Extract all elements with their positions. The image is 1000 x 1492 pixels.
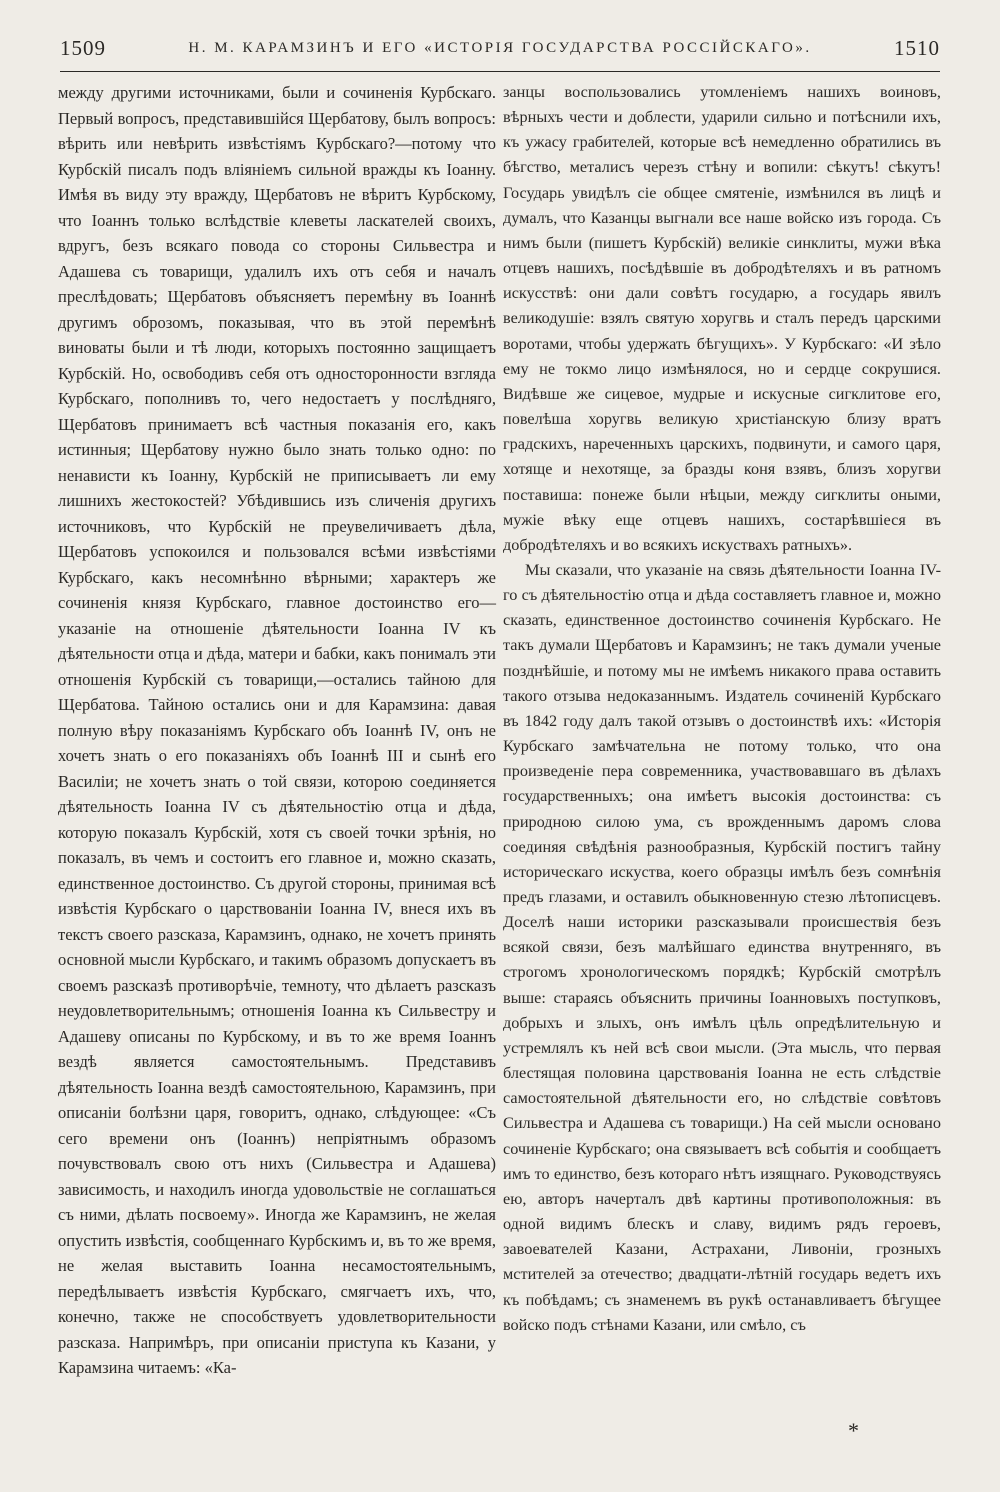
- page-header: [60, 36, 940, 66]
- right-column-paragraph: Мы сказали, что указаніе на связь дѣятельности Іоанна IV-го съ дѣятельностію отца и дѣда составляетъ главное и, можно сказать, единственное достоинство сочиненія Курбскаго. Не такъ думали Щербатовъ и Карамзинъ; не такъ думали ученые позднѣйшіе, и потому мы не имѣемъ никакого права оставить такого отзыва недоказаннымъ. Издатель сочиненій Курбскаго въ 1842 году далъ такой отзывъ о достоинствѣ ихъ: «Исторія Курбскаго замѣчательна не потому только, что она произведеніе пера современника, участвовавшаго въ дѣлахъ государственныхъ; она имѣетъ высокія достоинства: съ природною силою ума, съ врожденнымъ даромъ слова соединяя свѣдѣнія разнообразныя, Курбскій постигъ тайну историческаго искуства, коего образцы имѣлъ безъ сомнѣнія предъ глазами, и оставилъ обыкновенную стезю лѣтописцевъ. Доселѣ наши историки разсказывали происшествія безъ всякой связи, безъ малѣйшаго единства внутренняго, въ строгомъ хронологическомъ порядкѣ; Курбскій смотрѣлъ выше: стараясь объяснить причины Іоанновыхъ поступковъ, добрыхъ и злыхъ, онъ имѣлъ цѣль опредѣлительную и устремлялъ къ ней всѣ свои мысли. (Эта мысль, что первая блестящая половина царствованія Іоанна не есть слѣдствіе самостоятельной дѣятельности его, но слѣдствіе совѣтовъ Сильвестра и Адашева съ товарищи.) На сей мысли основано сочиненіе Курбскаго; она связываетъ всѣ событія и сообщаетъ имъ то единство, безъ котораго нѣтъ изящнаго. Руководствуясь ею, авторъ начерталъ двѣ картины противоположныя: въ одной видимъ блескъ и славу, видимъ рядъ героевъ, завоевателей Казани, Астрахани, Ливоніи, грозныхъ мстителей за отечество; двадцати-лѣтній государь ведетъ ихъ къ побѣдамъ; съ знаменемъ въ рукѣ останавливаетъ бѣгущее войско подъ стѣнами Казани, или смѣло, съ: [503, 560, 941, 1334]
- page-number-left: 1509: [60, 36, 106, 60]
- header-rule: [60, 71, 940, 72]
- left-column: [58, 80, 496, 1381]
- page-number-right: 1510: [894, 36, 940, 60]
- signature-mark: *: [848, 1418, 859, 1443]
- left-column-paragraph: между другими источниками, были и сочиненія Курбскаго. Первый вопросъ, представившійся Щербатову, былъ вопросъ: вѣрить или невѣрить извѣстіямъ Курбскаго?—потому что Курбскій писалъ подъ вліяніемъ сильной вражды къ Іоанну. Имѣя въ виду эту вражду, Щербатовъ не вѣритъ Курбскому, что Іоаннъ только вслѣдствіе клеветы ласкателей своихъ, вдругъ, безъ всякаго повода со стороны Сильвестра и Адашева съ товарищи, удалилъ ихъ отъ себя и началъ преслѣдовать; Щербатовъ объясняетъ перемѣну въ Іоаннѣ другимъ оброзомъ, показывая, что въ этой перемѣнѣ виноваты были и тѣ люди, которыхъ постоянно защищаетъ Курбскій. Но, освободивъ себя отъ односторонности взгляда Курбскаго, пополнивъ то, чего недостаетъ у послѣдняго, Щербатовъ принимаетъ всѣ частныя показанія его, какъ истинныя; Щербатову нужно было знать только одно: по ненависти къ Іоанну, Курбскій не приписываетъ ли ему лишнихъ жестокостей? Убѣдившись изъ сличенія другихъ источниковъ, что Курбскій не преувеличиваетъ дѣла, Щербатовъ успокоился и пользовался всѣми извѣстіями Курбскаго, какъ несомнѣнно вѣрными; характеръ же сочиненія князя Курбскаго, главное достоинство его—указаніе на отношеніе дѣятельности Іоанна IV къ дѣятельности отца и дѣда, матери и бабки, какъ понималъ эти отношенія Курбскій съ товарищи,—остались тайною для Щербатова. Тайною остались они и для Карамзина: давая полную вѣру показаніямъ Курбскаго объ Іоаннѣ IV, онъ не хочетъ знать о его показаніяхъ объ Іоаннѣ III и сынѣ его Василіи; не хочетъ знать о той связи, которою соединяется дѣятельность Іоанна IV съ дѣятельностію отца и дѣда, которую показалъ Курбскій, хотя съ своей точки зрѣнія, но показалъ, въ чемъ и состоитъ его главное и, можно сказать, единственное достоинство. Съ другой стороны, принимая всѣ извѣстія Курбскаго о царствованіи Іоанна IV, внеся ихъ въ текстъ своего разсказа, Карамзинъ, однако, не хочетъ принять основной мысли Курбскаго, и такимъ образомъ допускаетъ въ своемъ разсказѣ противорѣчіе, темноту, что дѣлаетъ разсказъ неудовлетворительнымъ; отношенія Іоанна къ Сильвестру и Адашеву описаны по Курбскому, и въ то же время Іоаннъ вездѣ является самостоятельнымъ. Представивъ дѣятельность Іоанна вездѣ самостоятельною, Карамзинъ, при описаніи болѣзни царя, говоритъ, однако, слѣдующее: «Съ сего времени онъ (Іоаннъ) непріятнымъ образомъ почувствовалъ свою отъ нихъ (Сильвестра и Адашева) зависимость, и находилъ иногда удовольствіе не соглашаться съ ними, дѣлать посвоему». Иногда же Карамзинъ, не желая опустить извѣстія, сообщеннаго Курбскимъ и, въ то же время, не желая выставить Іоанна несамостоятельнымъ, передѣлываетъ извѣстія Курбскаго, смягчаетъ ихъ, что, конечно, также не способствуетъ удовлетворительности разсказа. Напримѣръ, при описаніи приступа къ Казани, у Карамзина читаемъ: «Ка-: [58, 83, 496, 1377]
- running-title: Н. М. КАРАМЗИНЪ И ЕГО «ИСТОРІЯ ГОСУДАРСТВА РОССІЙСКАГО».: [188, 40, 812, 56]
- right-column: [503, 80, 941, 1338]
- right-column-paragraph: занцы воспользовались утомленіемъ нашихъ воиновъ, вѣрныхъ чести и доблести, ударили сильно и потѣснили ихъ, къ ужасу грабителей, которые всѣ немедленно обратились въ бѣгство, металисъ черезъ стѣну и вопили: сѣкутъ! сѣкутъ! Государь увидѣлъ сіе общее смятеніе, измѣнился въ лицѣ и думалъ, что Казанцы выгнали все наше войско изъ города. Съ нимъ были (пишетъ Курбскій) великіе синклиты, мужи вѣка отцевъ нашихъ, посѣдѣвшіе въ добродѣтеляхъ и въ ратномъ искусствѣ: они дали совѣтъ государю, а государь явилъ великодушіе: взялъ святую хоругвь и сталъ передъ царскими воротами, чтобы удержать бѣгущихъ». У Курбскаго: «И зѣло ему не токмо лицо измѣнялося, но и сердце сокрушися. Видѣвше же сицевое, мудрые и искусные сигклитове его, повелѣша хоругвь великую христіанскую близу вратъ градскихъ, нареченныхъ царскихъ, подвинути, и самого царя, хотяще и нехотяще, за бразды коня взявъ, близъ хоругви поставиша: понеже были нѣцыи, между сигклиты оными, мужіе вѣку еще отцевъ нашихъ, состарѣвшіеся въ добродѣтеляхъ и во всякихъ искуствахъ ратныхъ».: [503, 83, 941, 554]
